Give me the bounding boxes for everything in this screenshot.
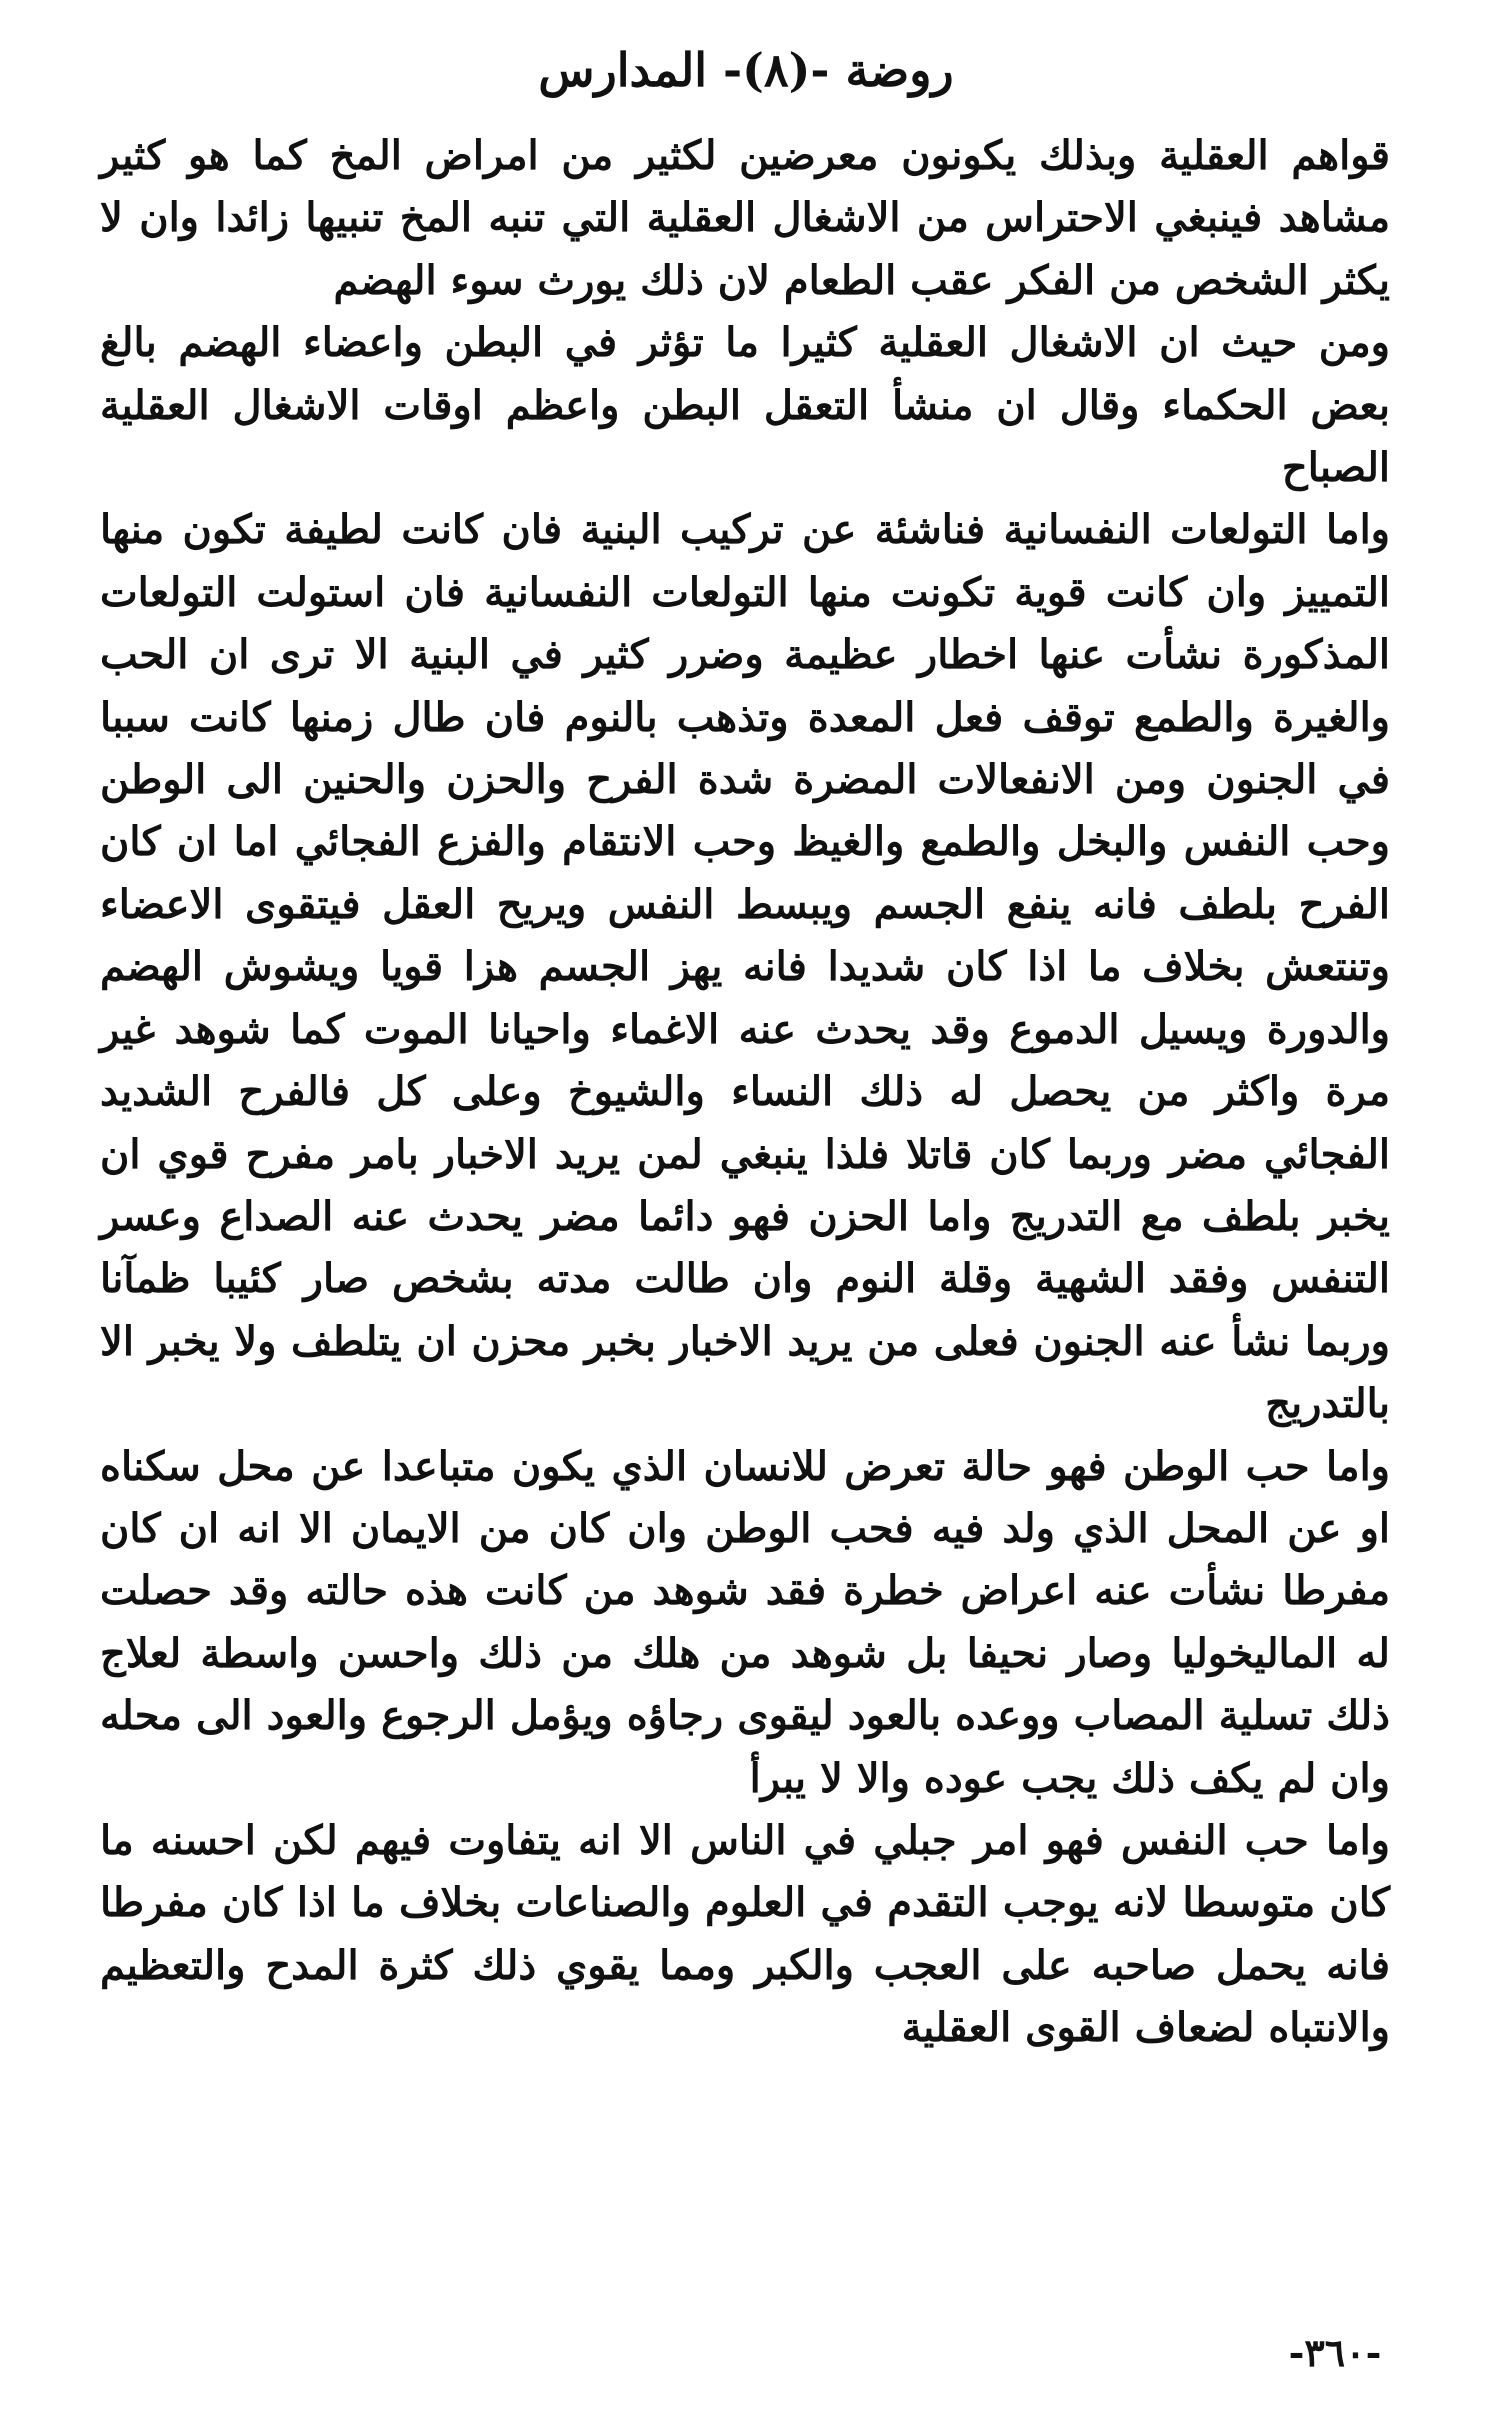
paragraph: واما التولعات النفسانية فناشئة عن تركيب البنية فان كانت لطيفة تكون منها التمييز وان كانت قوية تكونت منها التولعات النفسانية فان استولت التولعات المذكورة نشأت عنها اخطار عظيمة وضرر كثير في البنية الا ترى ان الحب والغيرة والطمع توقف فعل المعدة وتذهب بالنوم فان طال زمنها كانت سببا في الجنون ومن الانفعالات المضرة شدة الفرح والحزن والحنين الى الوطن وحب النفس والبخل والطمع والغيظ وحب الانتقام والفزع الفجائي اما ان كان الفرح بلطف فانه ينفع الجسم ويبسط النفس ويريح العقل فيتقوى الاعضاء وتنتعش بخلاف ما اذا كان شديدا فانه يهز الجسم هزا قويا ويشوش الهضم والدورة ويسيل الدموع وقد يحدث عنه الاغماء واحيانا الموت كما شوهد غير مرة واكثر من يحصل له ذلك النساء والشيوخ وعلى كل فالفرح الشديد الفجائي مضر وربما كان قاتلا فلذا ينبغي لمن يريد الاخبار بامر مفرح قوي ان يخبر بلطف مع التدريج واما الحزن فهو دائما مضر يحدث عنه الصداع وعسر التنفس وفقد الشهية وقلة النوم وان طالت مدته بشخص صار كئيبا ظمآنا وربما نشأ عنه الجنون فعلى من يريد الاخبار بخبر محزن ان يتلطف ولا يخبر الا بالتدريج	[100, 506, 1390, 1428]
body-text	[100, 125, 1390, 2060]
page-number: -٣٦٠-	[1288, 2330, 1382, 2375]
paragraph: ومن حيث ان الاشغال العقلية كثيرا ما تؤثر في البطن واعضاء الهضم بالغ بعض الحكماء وقال ان منشأ التعقل البطن واعظم اوقات الاشغال العقلية الصباح	[100, 319, 1390, 492]
paragraph: قواهم العقلية وبذلك يكونون معرضين لكثير من امراض المخ كما هو كثير مشاهد فينبغي الاحتراس من الاشغال العقلية التي تنبه المخ تنبيها زائدا وان لا يكثر الشخص من الفكر عقب الطعام لان ذلك يورث سوء الهضم	[100, 132, 1390, 304]
paragraph: واما حب النفس فهو امر جبلي في الناس الا انه يتفاوت فيهم لكن احسنه ما كان متوسطا لانه يوجب التقدم في العلوم والصناعات بخلاف ما اذا كان مفرطا فانه يحمل صاحبه على العجب والكبر ومما يقوي ذلك كثرة المدح والتعظيم والانتباه لضعاف القوى العقلية	[100, 1816, 1390, 2052]
paragraph: واما حب الوطن فهو حالة تعرض للانسان الذي يكون متباعدا عن محل سكناه او عن المحل الذي ولد فيه فحب الوطن وان كان من الايمان الا انه ان كان مفرطا نشأت عنه اعراض خطرة فقد شوهد من كانت هذه حالته وقد حصلت له الماليخوليا وصار نحيفا بل شوهد من هلك من ذلك واحسن واسطة لعلاج ذلك تسلية المصاب ووعده بالعود ليقوى رجاؤه ويؤمل الرجوع والعود الى محله وان لم يكف ذلك يجب عوده والا لا يبرأ	[100, 1442, 1390, 1802]
page-header-title: روضة -(٨)- المدارس	[538, 43, 954, 97]
